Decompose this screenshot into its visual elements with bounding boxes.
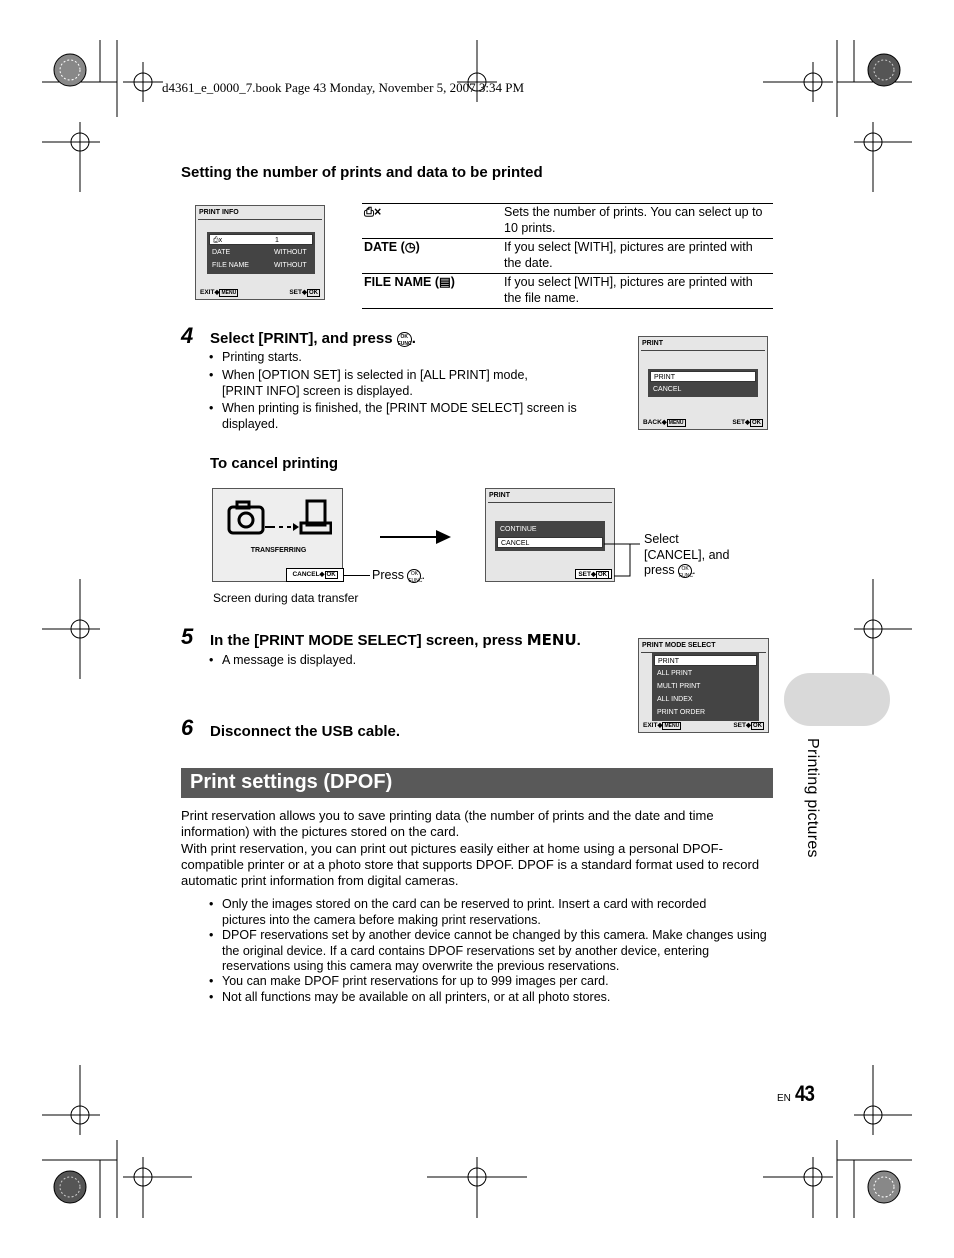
callout-line (343, 575, 370, 576)
lcd-item-all-index: ALL INDEX (657, 696, 693, 703)
step-title: Select [PRINT], and press OK FUNC. (210, 330, 416, 347)
lcd-item-all-print: ALL PRINT (657, 670, 693, 677)
lcd-item-print: PRINT (650, 371, 756, 382)
step-number: 6 (181, 715, 194, 740)
lcd-item-continue: CONTINUE (500, 526, 537, 533)
callout-bracket (600, 536, 642, 578)
print-info-table (362, 203, 773, 309)
screen-caption: Screen during data transfer (213, 591, 359, 605)
lcd-row-date: DATE WITHOUT (212, 249, 307, 256)
lcd-exit-hint: EXIT◆ MENU (200, 289, 237, 296)
right-arrow-icon (380, 530, 452, 544)
lcd-item-print-order: PRINT ORDER (657, 709, 706, 716)
paragraph: With print reservation, you can print out pictures easily either at home using a personal DPOF-compatible printer or at a photo store that supports DPOF. DPOF is a standard format used to record automatic print information from digital cameras. (181, 841, 760, 888)
book-header-line: d4361_e_0000_7.book Page 43 Monday, November 5, 2007 3:34 PM (162, 80, 525, 95)
table-row: DATE (◷) If you select [WITH], pictures are printed with the date. (362, 239, 773, 274)
list-item: • You can make DPOF print reservations for up to 999 images per card. (222, 974, 762, 990)
chapter-tab (784, 673, 890, 726)
select-cancel-note: Select [CANCEL], and press OK FUNC. (644, 532, 730, 579)
step-number: 4 (181, 323, 194, 348)
lcd-cancel-print-screen: PRINT CONTINUE CANCEL SET◆ OK (485, 488, 615, 582)
lcd-title: PRINT INFO (199, 209, 239, 216)
step-title: In the [PRINT MODE SELECT] screen, press MENU. (210, 631, 581, 649)
list-item: • Printing starts. (222, 350, 612, 366)
press-note: Press OK FUNC. (372, 568, 425, 584)
lcd-print-info-screen (195, 205, 325, 300)
section-banner: Print settings (DPOF) (181, 768, 773, 798)
language-label: EN (777, 1093, 791, 1104)
page-number: 43 (795, 1081, 815, 1106)
lcd-row-prints: ⎙x 1 (209, 234, 313, 245)
lcd-set-hint: SET◆ OK (575, 569, 612, 579)
lcd-item-print: PRINT (654, 655, 757, 666)
list-item: • DPOF reservations set by another device cannot be changed by this camera. Make changes using the original device. If a card contains DPOF reservations set by another device, entering reservations using this camera may overwrite the previous reservations. (222, 928, 772, 975)
paragraph: Print reservation allows you to save printing data (the number of prints and the date and time information) with the pictures stored on the card. (181, 808, 714, 839)
transfer-label: TRANSFERRING (250, 547, 307, 554)
cancel-ok-hint: CANCEL◆ OK (286, 568, 344, 582)
table-row: FILE NAME (▤) If you select [WITH], pictures are printed with the file name. (362, 274, 773, 309)
lcd-print-screen: PRINT PRINT CANCEL BACK◆ MENU SET◆ OK (638, 336, 768, 430)
lcd-set-hint: SET◆ OK (289, 289, 318, 296)
list-item: • Not all functions may be available on all printers, or at all photo stores. (222, 990, 762, 1006)
lcd-transferring-screen (212, 488, 343, 582)
step-number: 5 (181, 624, 194, 649)
list-item: • Only the images stored on the card can be reserved to print. Insert a card with recorded pictures into the camera before making print reservations. (222, 897, 752, 928)
list-item: • When printing is finished, the [PRINT MODE SELECT] screen is displayed. (222, 401, 612, 432)
table-row: ⎙× Sets the number of prints. You can select up to 10 prints. (362, 204, 773, 239)
camera-to-printer-icon (227, 499, 332, 537)
section-heading: Setting the number of prints and data to be printed (181, 164, 543, 181)
lcd-print-mode-select-screen: PRINT MODE SELECT PRINT ALL PRINT MULTI PRINT ALL INDEX PRINT ORDER EXIT◆ MENU SET◆ OK (638, 638, 769, 733)
lcd-item-cancel: CANCEL (653, 386, 682, 393)
list-item: • When [OPTION SET] is selected in [ALL PRINT] mode, [PRINT INFO] screen is displayed. (222, 368, 562, 399)
lcd-row-filename: FILE NAME WITHOUT (212, 262, 307, 269)
cancel-heading: To cancel printing (210, 455, 339, 472)
lcd-item-multi-print: MULTI PRINT (657, 683, 701, 690)
list-item: • A message is displayed. (222, 653, 602, 669)
step-title: Disconnect the USB cable. (210, 723, 401, 740)
ok-func-icon: OK FUNC (397, 333, 412, 347)
lcd-item-cancel: CANCEL (497, 537, 603, 548)
